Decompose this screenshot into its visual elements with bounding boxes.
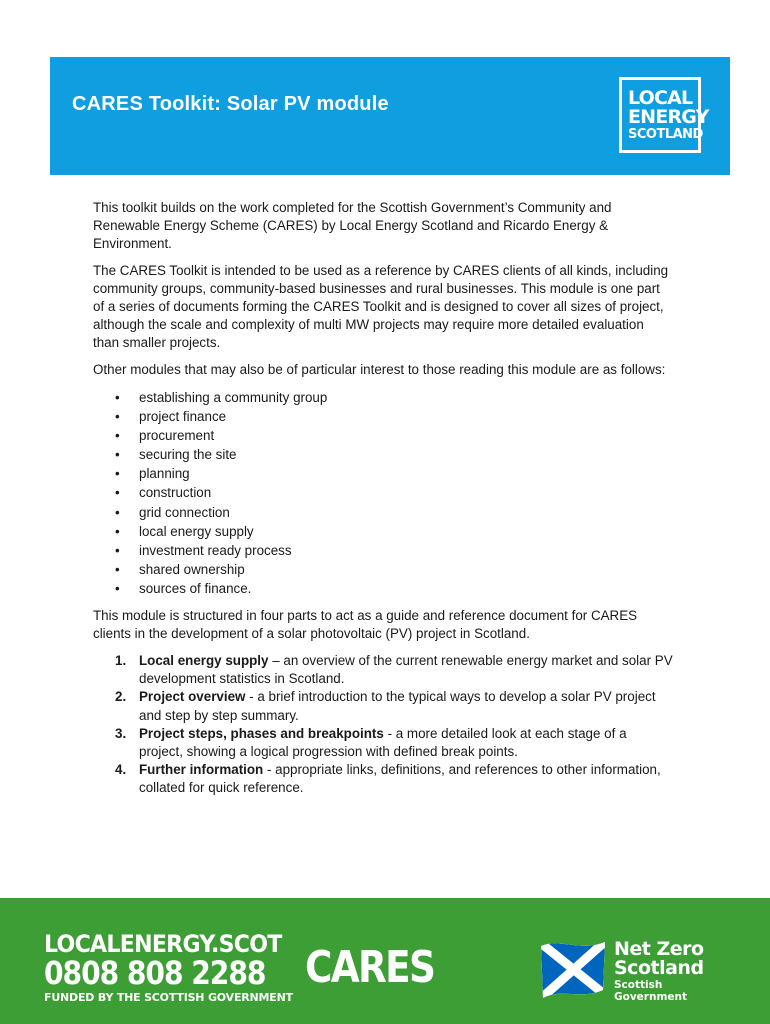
structure-paragraph: This module is structured in four parts to act as a guide and reference document for CARES clients in the development of a solar photovoltaic (PV) project in Scotland. xyxy=(93,608,638,642)
part-number: 2. xyxy=(115,689,127,705)
part-item-4 xyxy=(93,761,673,797)
list-item: • sources of finance. xyxy=(93,579,673,598)
logo-line-2: ENERGY xyxy=(628,106,709,129)
part-number: 1. xyxy=(115,653,127,669)
local-energy-scotland-logo xyxy=(619,77,709,153)
scottish-government-text xyxy=(614,980,687,1003)
part-number: 4. xyxy=(115,762,127,778)
intro-paragraph-3: Other modules that may also be of particular interest to those reading this module are as follows: xyxy=(93,362,666,377)
intro-paragraph-2: The CARES Toolkit is intended to be used as a reference by CARES clients of all kinds, including community groups, community-based businesses and rural businesses. This module is one part of a series of documents forming the CARES Toolkit and is designed to cover all sizes of project, although the scale and complexity of multi MW projects may require more detailed evaluation than smaller projects. xyxy=(93,263,669,350)
page-title: CARES Toolkit: Solar PV module xyxy=(72,93,389,115)
footer-banner xyxy=(0,898,770,1024)
list-item: • establishing a community group xyxy=(93,388,673,407)
part-title: Project steps, phases and breakpoints xyxy=(139,725,384,741)
website-url[interactable]: LOCALENERGY.SCOT xyxy=(44,930,282,958)
part-description: – an overview of the current renewable energy market and solar PV development statistics in Scotland. xyxy=(139,653,673,687)
modules-list xyxy=(93,388,673,598)
list-item: • investment ready process xyxy=(93,541,673,560)
logo-line-3: SCOTLAND xyxy=(628,126,703,142)
list-item: • grid connection xyxy=(93,503,673,522)
logo-line-1: LOCAL xyxy=(628,87,693,109)
part-item-2 xyxy=(93,688,673,724)
intro-paragraph-1: This toolkit builds on the work completed for the Scottish Government’s Community and Renewable Energy Scheme (CARES) by Local Energy Scotland and Ricardo Energy & Environment. xyxy=(93,200,612,251)
net-zero-scotland-logo xyxy=(614,940,704,978)
gov-line-2: Government xyxy=(614,990,688,1003)
saltire-flag-icon xyxy=(537,938,609,1002)
header-banner xyxy=(50,57,730,175)
gov-line-1: Scottish xyxy=(614,979,663,991)
list-item: • planning xyxy=(93,464,673,483)
phone-number[interactable]: 0808 808 2288 xyxy=(44,954,266,992)
part-title: Further information xyxy=(139,762,264,778)
list-item: • securing the site xyxy=(93,445,673,464)
cares-logo: CARES xyxy=(305,942,435,993)
part-title: Project overview xyxy=(139,689,246,705)
list-item: • shared ownership xyxy=(93,560,673,579)
list-item: • local energy supply xyxy=(93,522,673,541)
part-item-3 xyxy=(93,725,673,761)
part-item-1 xyxy=(93,652,673,688)
funded-by-text: FUNDED BY THE SCOTTISH GOVERNMENT xyxy=(44,991,293,1004)
nz-line-1: Net Zero xyxy=(614,938,704,960)
part-number: 3. xyxy=(115,725,127,741)
list-item: • project finance xyxy=(93,407,673,426)
nz-line-2: Scotland xyxy=(614,957,704,979)
list-item: • construction xyxy=(93,483,673,502)
list-item: • procurement xyxy=(93,426,673,445)
part-description: - appropriate links, definitions, and references to other information, collated for quick reference. xyxy=(139,762,661,796)
part-title: Local energy supply xyxy=(139,653,269,669)
part-description: - a brief introduction to the typical ways to develop a solar PV project and step by step summary. xyxy=(139,689,656,723)
part-description: - a more detailed look at each stage of a project, showing a logical progression with defined break points. xyxy=(139,725,627,760)
parts-list xyxy=(93,652,673,798)
main-content xyxy=(93,199,673,798)
